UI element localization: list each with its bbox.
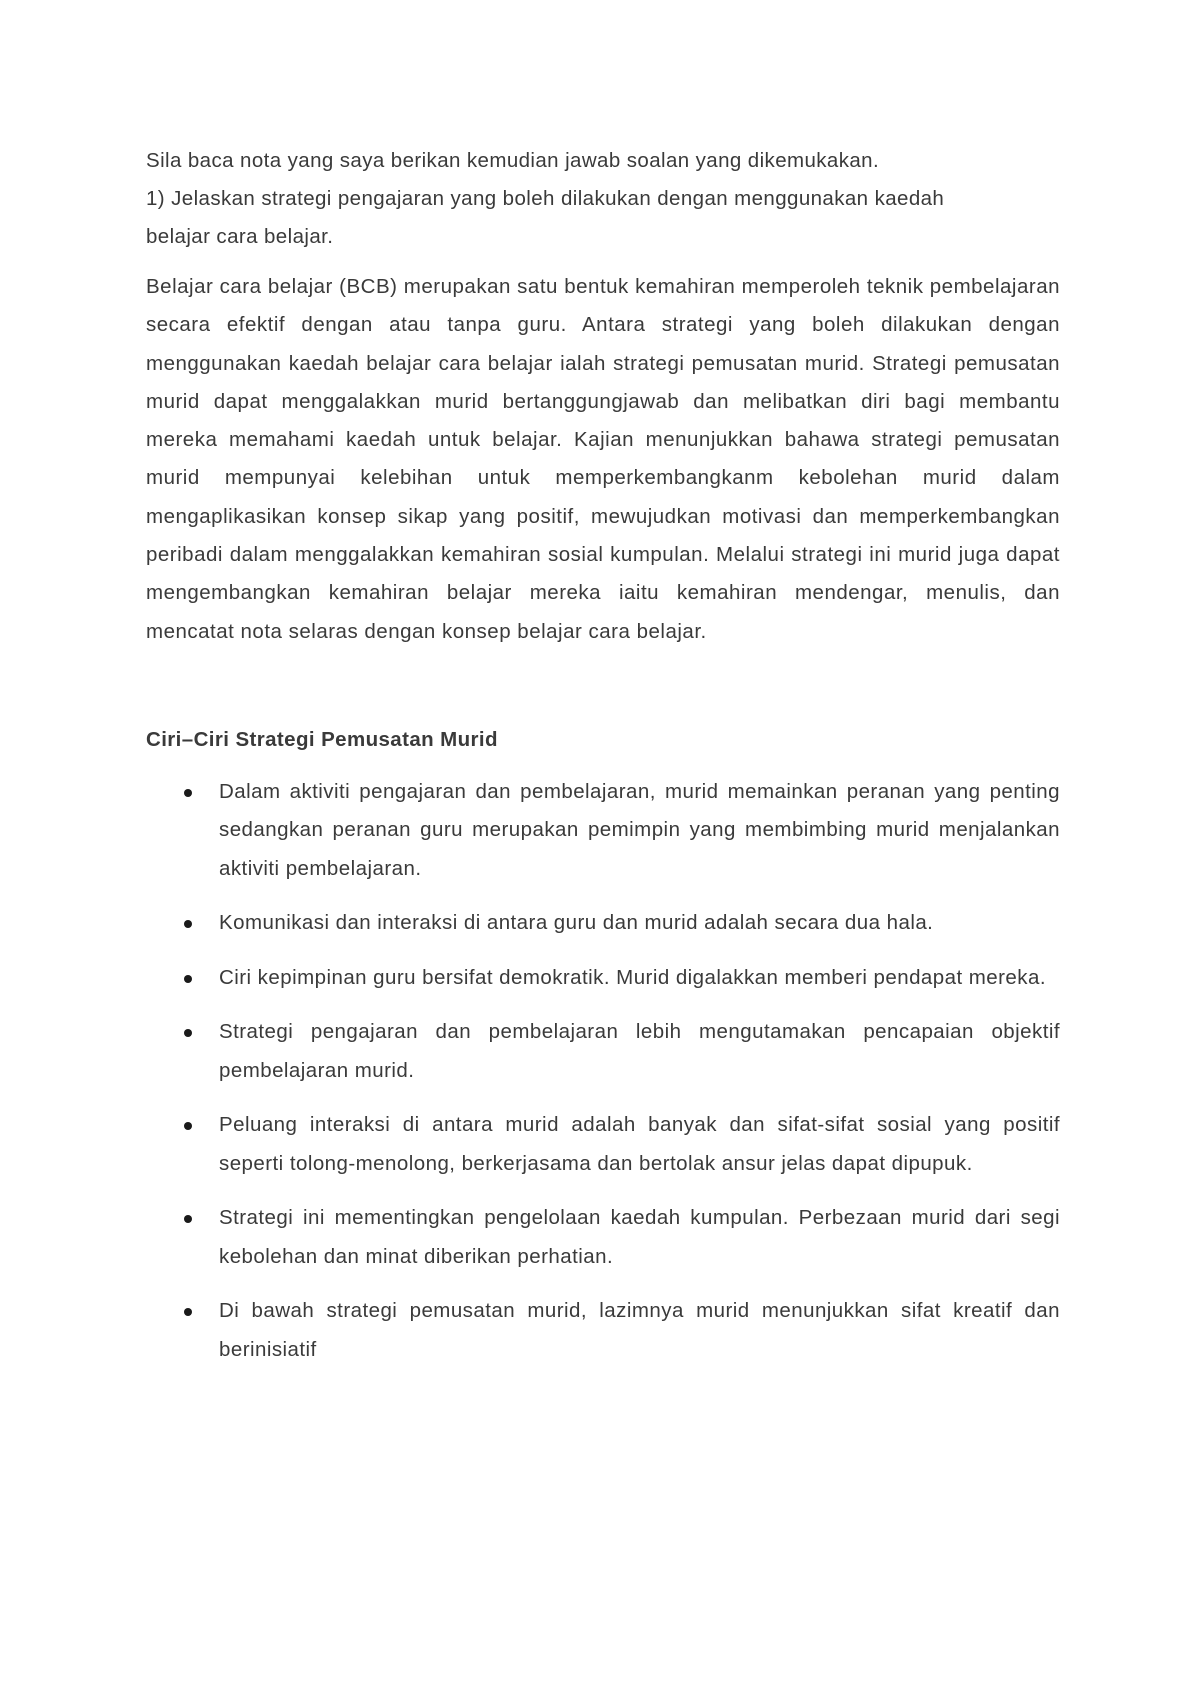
body-paragraph: Belajar cara belajar (BCB) merupakan satu bentuk kemahiran memperoleh teknik pembelajaran secara efektif dengan atau tanpa guru. Antara strategi yang boleh dilakukan dengan menggunakan kaedah belajar cara belajar ialah strategi pemusatan murid. Strategi pemusatan murid dapat menggalakkan murid bertanggungjawab dan melibatkan diri bagi membantu mereka memahami kaedah untuk belajar. Kajian menunjukkan bahawa strategi pemusatan murid mempunyai kelebihan untuk memperkembangkanm kebolehan murid dalam mengaplikasikan konsep sikap yang positif, mewujudkan motivasi dan memperkembangkan peribadi dalam menggalakkan kemahiran sosial kumpulan. Melalui strategi ini murid juga dapat mengembangkan kemahiran belajar mereka iaitu kemahiran mendengar, menulis, dan mencatat nota selaras dengan konsep belajar cara belajar. bbox=[146, 275, 1060, 643]
list-item bbox=[146, 773, 1060, 889]
list-item-text: Peluang interaksi di antara murid adalah banyak dan sifat-sifat sosial yang positif seperti tolong-menolong, berkerjasama dan bertolak ansur jelas dapat dipupuk. bbox=[219, 1113, 1060, 1175]
list-item-text: Di bawah strategi pemusatan murid, lazimnya murid menunjukkan sifat kreatif dan berinisiatif bbox=[219, 1299, 1060, 1361]
list-item bbox=[146, 1292, 1060, 1369]
list-item-text: Strategi ini mementingkan pengelolaan kaedah kumpulan. Perbezaan murid dari segi kebolehan dan minat diberikan perhatian. bbox=[219, 1206, 1060, 1268]
question-line-continued: belajar cara belajar. bbox=[146, 225, 334, 248]
list-item bbox=[146, 959, 1060, 998]
question-line: 1) Jelaskan strategi pengajaran yang boleh dilakukan dengan menggunakan kaedah bbox=[146, 187, 945, 210]
document-page bbox=[146, 142, 1060, 1385]
list-item bbox=[146, 1106, 1060, 1183]
instruction-line: Sila baca nota yang saya berikan kemudian jawab soalan yang dikemukakan. bbox=[146, 149, 880, 172]
bullet-icon bbox=[184, 1029, 192, 1037]
list-item bbox=[146, 1013, 1060, 1090]
bullet-icon bbox=[184, 789, 192, 797]
list-item-text: Ciri kepimpinan guru bersifat demokratik. Murid digalakkan memberi pendapat mereka. bbox=[219, 965, 1046, 989]
bullet-list bbox=[146, 773, 1060, 1370]
bullet-icon bbox=[184, 975, 192, 983]
bullet-icon bbox=[184, 920, 192, 928]
bullet-icon bbox=[184, 1308, 192, 1316]
list-item-text: Strategi pengajaran dan pembelajaran lebih mengutamakan pencapaian objektif pembelajaran murid. bbox=[219, 1020, 1060, 1082]
list-item-text: Dalam aktiviti pengajaran dan pembelajaran, murid memainkan peranan yang penting sedangkan peranan guru merupakan pemimpin yang membimbing murid menjalankan aktiviti pembelajaran. bbox=[219, 779, 1060, 880]
bullet-icon bbox=[184, 1215, 192, 1223]
list-item bbox=[146, 904, 1060, 943]
list-item-text: Komunikasi dan interaksi di antara guru dan murid adalah secara dua hala. bbox=[219, 911, 934, 935]
section-heading: Ciri–Ciri Strategi Pemusatan Murid bbox=[146, 727, 498, 751]
list-item bbox=[146, 1199, 1060, 1276]
bullet-icon bbox=[184, 1122, 192, 1130]
